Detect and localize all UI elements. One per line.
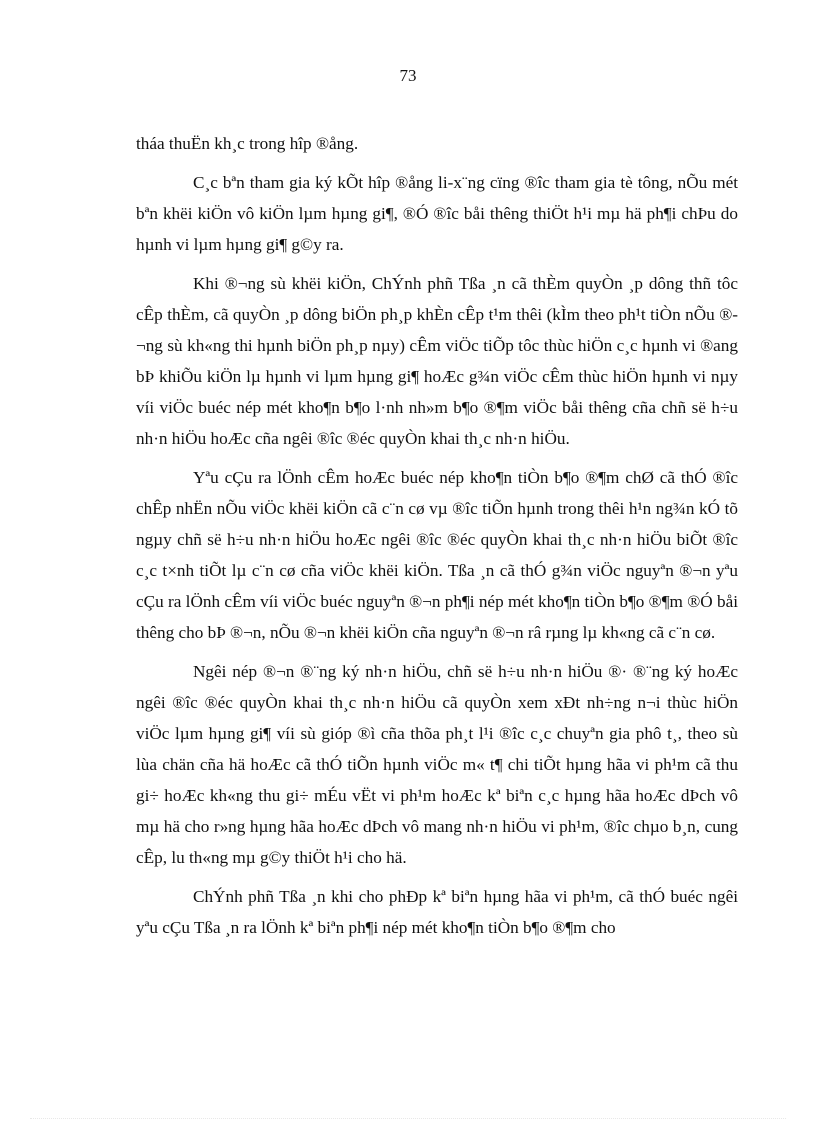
paragraph-seizure-deposit: ChÝnh phñ Tßa ¸n khi cho phÐp kª biªn hµng hãa vi ph¹m, cã thÓ buéc ngêi yªu cÇu Tßa ¸n ra lÖnh kª biªn ph¶i nép mét kho¶n tiÒn b¶o ®¶m cho [136, 887, 738, 937]
paragraph-injunction-request: Yªu cÇu ra lÖnh cÊm hoÆc buéc nép kho¶n tiÒn b¶o ®¶m chØ cã thÓ ®îc chÊp nhËn nÕu viÖc khëi kiÖn cã c¨n cø vµ ®îc tiÕn hµnh trong thêi h¹n ng¾n kÓ tõ ngµy chñ së h÷u nh·n hiÖu hoÆc ngêi ®îc ®éc quyÒn khai th¸c nh·n hiÖu biÕt ®îc c¸c t×nh tiÕt lµ c¨n cø cña viÖc khëi kiÖn. Tßa ¸n cã thÓ g¾n viÖc nguyªn ®¬n yªu cÇu ra lÖnh cÊm víi viÖc buéc nguyªn ®¬n ph¶i nép mét kho¶n tiÒn b¶o ®¶m ®Ó båi thêng cho bÞ ®¬n, nÕu ®¬n khëi kiÖn cña nguyªn ®¬n râ rµng lµ kh«ng cã c¨n cø. [136, 468, 738, 642]
paragraph-continuation: tháa thuËn kh¸c trong hîp ®ång. [136, 134, 359, 153]
paragraph-parties-litigation: C¸c bªn tham gia ký kÕt hîp ®ång li-x¨ng cïng ®îc tham gia tè tông, nÕu mét bªn khëi kiÖn vô kiÖn lµm hµng gi¶, ®Ó ®îc båi thêng thiÖt h¹i mµ hä ph¶i chÞu do hµnh vi lµm hµng gi¶ g©y ra. [136, 173, 738, 254]
footer-divider [30, 1118, 786, 1119]
paragraph-inspection-rights: Ngêi nép ®¬n ®¨ng ký nh·n hiÖu, chñ së h÷u nh·n hiÖu ®· ®¨ng ký hoÆc ngêi ®îc ®éc quyÒn khai th¸c nh·n hiÖu cã quyÒn xem xÐt nh÷ng n¬i thùc hiÖn viÖc lµm hµng gi¶ víi sù gióp ®ì cña thõa ph¸t l¹i ®îc c¸c chuyªn gia phô t¸, theo sù lùa chän cña hä hoÆc cã thÓ tiÕn hµnh viÖc m« t¶ chi tiÕt hµng hãa vi ph¹m cã thu gi÷ hoÆc kh«ng thu gi÷ mÉu vËt vi ph¹m hoÆc kª biªn c¸c hµng hãa hoÆc dÞch vô mµ hä cho r»ng hµng hãa hoÆc dÞch vô mang nh·n hiÖu vi ph¹m, ®îc chµo b¸n, cung cÊp, lu th«ng mµ g©y thiÖt h¹i cho hä. [136, 662, 738, 867]
page-number: 73 [399, 66, 417, 85]
paragraph-court-measures: Khi ®¬ng sù khëi kiÖn, ChÝnh phñ Tßa ¸n cã thÈm quyÒn ¸p dông thñ tôc cÊp thÈm, cã quyÒn ¸p dông biÖn ph¸p khÈn cÊp t¹m thêi (kÌm theo ph¹t tiÒn nÕu ®¬ng sù kh«ng thi hµnh biÖn ph¸p nµy) cÊm viÖc tiÕp tôc thùc hiÖn c¸c hµnh vi ®ang bÞ khiÕu kiÖn lµ hµnh vi lµm hµng gi¶ hoÆc g¾n viÖc cÊm thùc hiÖn hµnh vi nµy víi viÖc buéc nép mét kho¶n b¶o l·nh nh»m b¶o ®¶m viÖc båi thêng cña chñ së h÷u nh·n hiÖu hoÆc cña ngêi ®îc ®éc quyÒn khai th¸c nh·n hiÖu. [136, 274, 738, 448]
body-text [136, 128, 738, 951]
